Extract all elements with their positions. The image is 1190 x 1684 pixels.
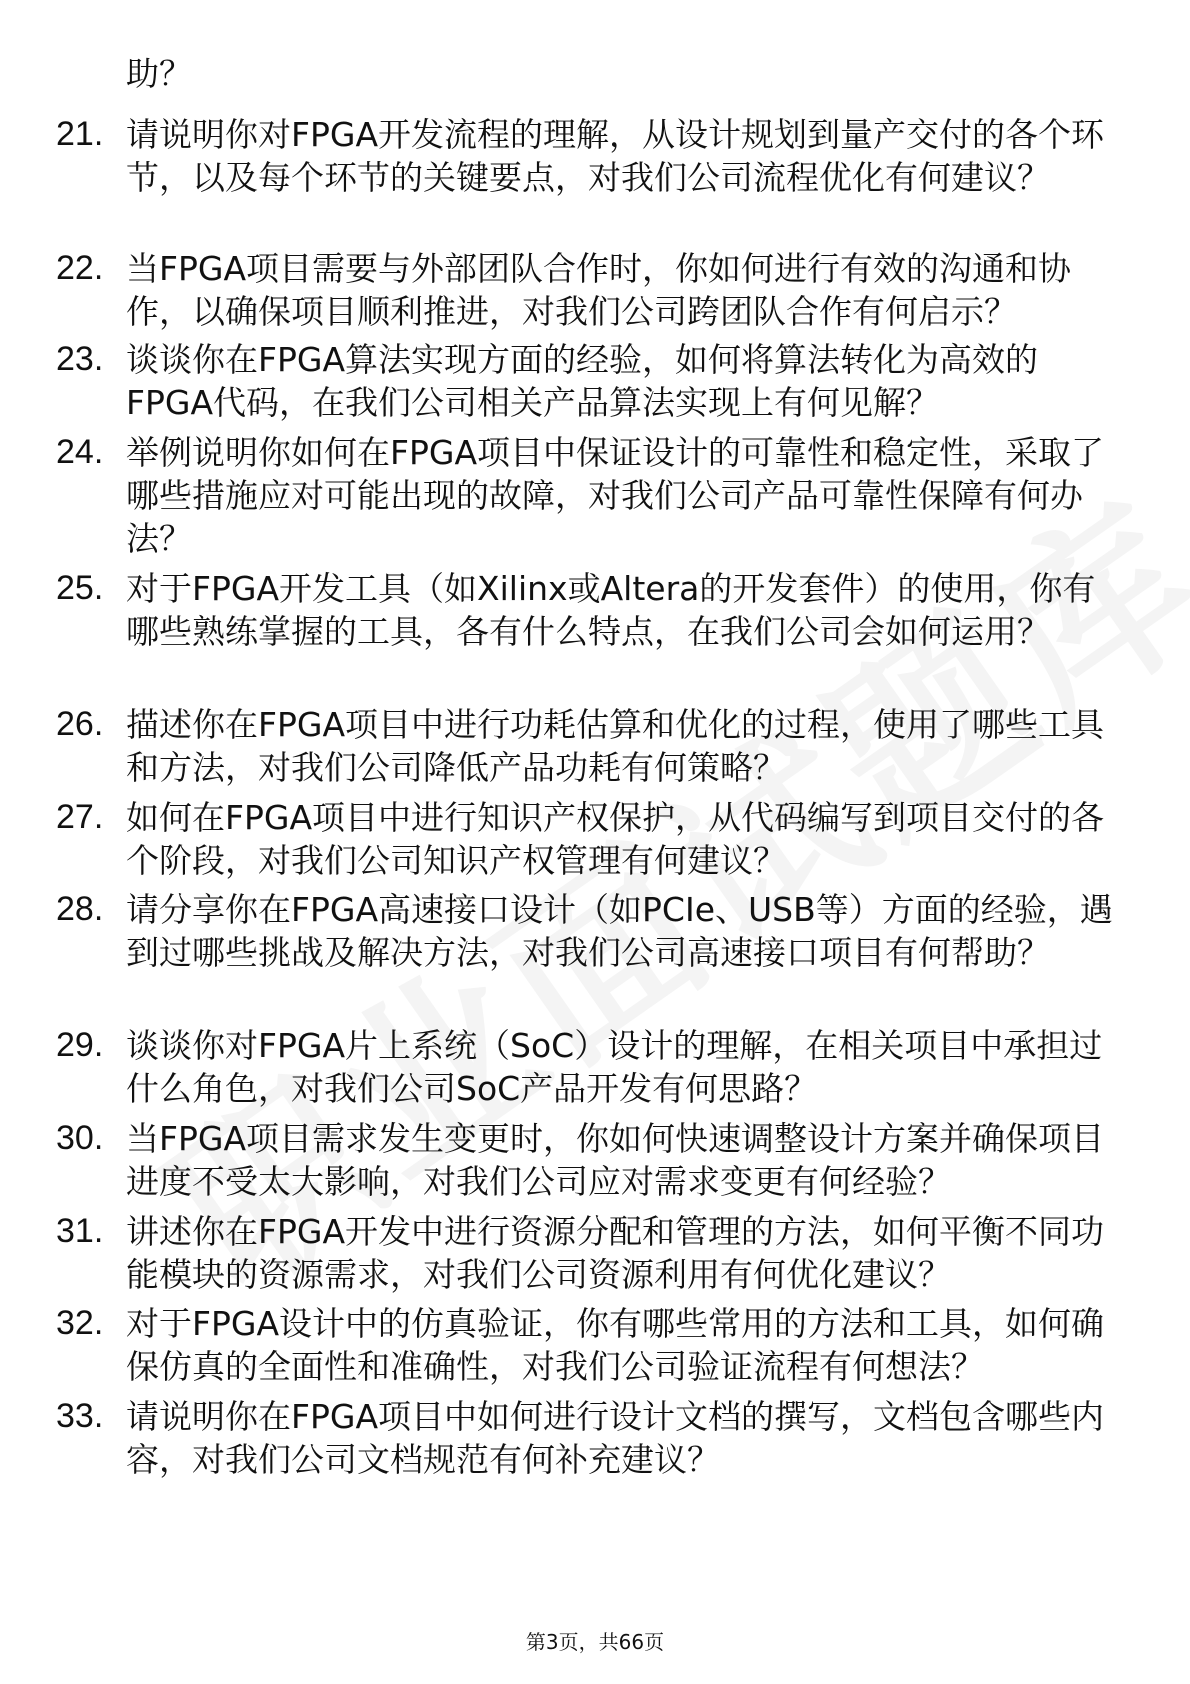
question-number: 22. xyxy=(56,249,104,287)
question-number: 24. xyxy=(56,433,104,471)
question-text: 请说明你在FPGA项目中如何进行设计文档的撰写，文档包含哪些内容，对我们公司文档规范有何补充建议？ xyxy=(126,1397,1105,1479)
question-number: 30. xyxy=(56,1119,104,1157)
question-text: 讲述你在FPGA开发中进行资源分配和管理的方法，如何平衡不同功能模块的资源需求，对我们公司资源利用有何优化建议？ xyxy=(126,1212,1105,1294)
question-number: 32. xyxy=(56,1304,104,1342)
page-number-label: 第3页，共66页 xyxy=(525,1630,665,1654)
question-number: 33. xyxy=(56,1397,104,1435)
question-text: 谈谈你在FPGA算法实现方面的经验，如何将算法转化为高效的FPGA代码，在我们公司相关产品算法实现上有何见解？ xyxy=(126,340,1039,422)
question-text: 当FPGA项目需要与外部团队合作时，你如何进行有效的沟通和协作，以确保项目顺利推进，对我们公司跨团队合作有何启示？ xyxy=(126,249,1072,331)
question-text: 谈谈你对FPGA片上系统（SoC）设计的理解，在相关项目中承担过什么角色，对我们公司SoC产品开发有何思路？ xyxy=(126,1026,1103,1108)
question-text: 对于FPGA设计中的仿真验证，你有哪些常用的方法和工具，如何确保仿真的全面性和准确性，对我们公司验证流程有何想法？ xyxy=(126,1304,1105,1386)
question-number: 25. xyxy=(56,569,104,607)
question-number: 21. xyxy=(56,115,104,153)
question-text: 对于FPGA开发工具（如Xilinx或Altera的开发套件）的使用，你有哪些熟练掌握的工具，各有什么特点，在我们公司会如何运用？ xyxy=(126,569,1096,651)
question-number: 31. xyxy=(56,1212,104,1250)
question-text: 举例说明你如何在FPGA项目中保证设计的可靠性和稳定性，采取了哪些措施应对可能出现的故障，对我们公司产品可靠性保障有何办法？ xyxy=(126,433,1105,558)
question-text: 请分享你在FPGA高速接口设计（如PCIe、USB等）方面的经验，遇到过哪些挑战及解决方法，对我们公司高速接口项目有何帮助？ xyxy=(126,890,1113,972)
page-footer xyxy=(0,1628,1190,1656)
question-number: 28. xyxy=(56,890,104,928)
question-text: 请说明你对FPGA开发流程的理解，从设计规划到量产交付的各个环节，以及每个环节的关键要点，对我们公司流程优化有何建议？ xyxy=(126,115,1105,197)
question-text: 如何在FPGA项目中进行知识产权保护，从代码编写到项目交付的各个阶段，对我们公司知识产权管理有何建议？ xyxy=(126,798,1105,880)
question-number: 26. xyxy=(56,705,104,743)
question-number: 27. xyxy=(56,798,104,836)
question-number: 29. xyxy=(56,1026,104,1064)
question-number: 23. xyxy=(56,340,104,378)
previous-question-continuation: 助？ xyxy=(126,54,192,93)
question-text: 当FPGA项目需求发生变更时，你如何快速调整设计方案并确保项目进度不受太大影响，对我们公司应对需求变更有何经验？ xyxy=(126,1119,1105,1201)
question-text: 描述你在FPGA项目中进行功耗估算和优化的过程，使用了哪些工具和方法，对我们公司降低产品功耗有何策略？ xyxy=(126,705,1105,787)
